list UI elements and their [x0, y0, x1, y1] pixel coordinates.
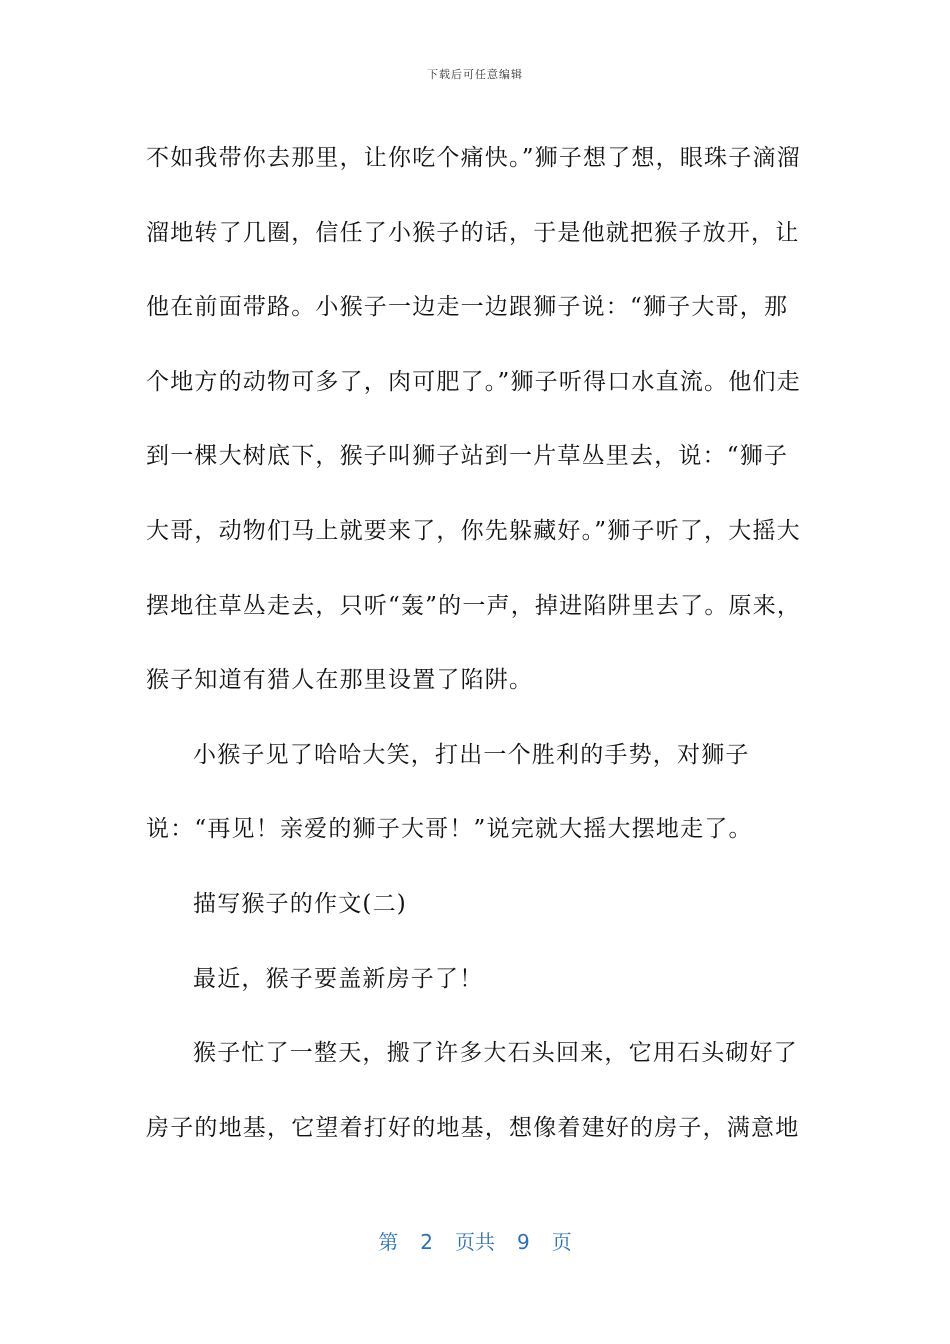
section-subtitle: 描写猴子的作文(二) [193, 890, 407, 917]
footer-prefix: 第 [378, 1230, 399, 1254]
page-header-note: 下载后可任意编辑 [427, 68, 523, 81]
paragraph-2: 小猴子见了哈哈大笑，打出一个胜利的手势，对狮子说：“再见！亲爱的狮子大哥！”说完就大摇大摆地走了。 [146, 741, 753, 843]
current-page-number: 2 [420, 1230, 433, 1254]
paragraph-4: 猴子忙了一整天，搬了许多大石头回来，它用石头砌好了房子的地基，它望着打好的地基，想像着建好的房子，满意地 [146, 1040, 800, 1141]
paragraph-3: 最近，猴子要盖新房子了！ [193, 965, 484, 992]
paragraph-1: 不如我带你去那里，让你吃个痛快。”狮子想了想，眼珠子滴溜溜地转了几圈，信任了小猴子的话，于是他就把猴子放开，让他在前面带路。小猴子一边走一边跟狮子说：“狮子大哥，那个地方的动物可多了，肉可肥了。”狮子听得口水直流。他们走到一棵大树底下，猴子叫狮子站到一片草丛里去，说：“狮子大哥，动物们马上就要来了，你先躲藏好。”狮子听了，大摇大摆地往草丛走去，只听“轰”的一声，掉进陷阱里去了。原来，猴子知道有猎人在那里设置了陷阱。 [146, 145, 802, 694]
page-footer [0, 1226, 950, 1255]
footer-suffix: 页 [551, 1230, 572, 1254]
footer-middle: 页共 [455, 1230, 495, 1254]
document-body [146, 121, 810, 1165]
total-pages-number: 9 [517, 1230, 530, 1254]
